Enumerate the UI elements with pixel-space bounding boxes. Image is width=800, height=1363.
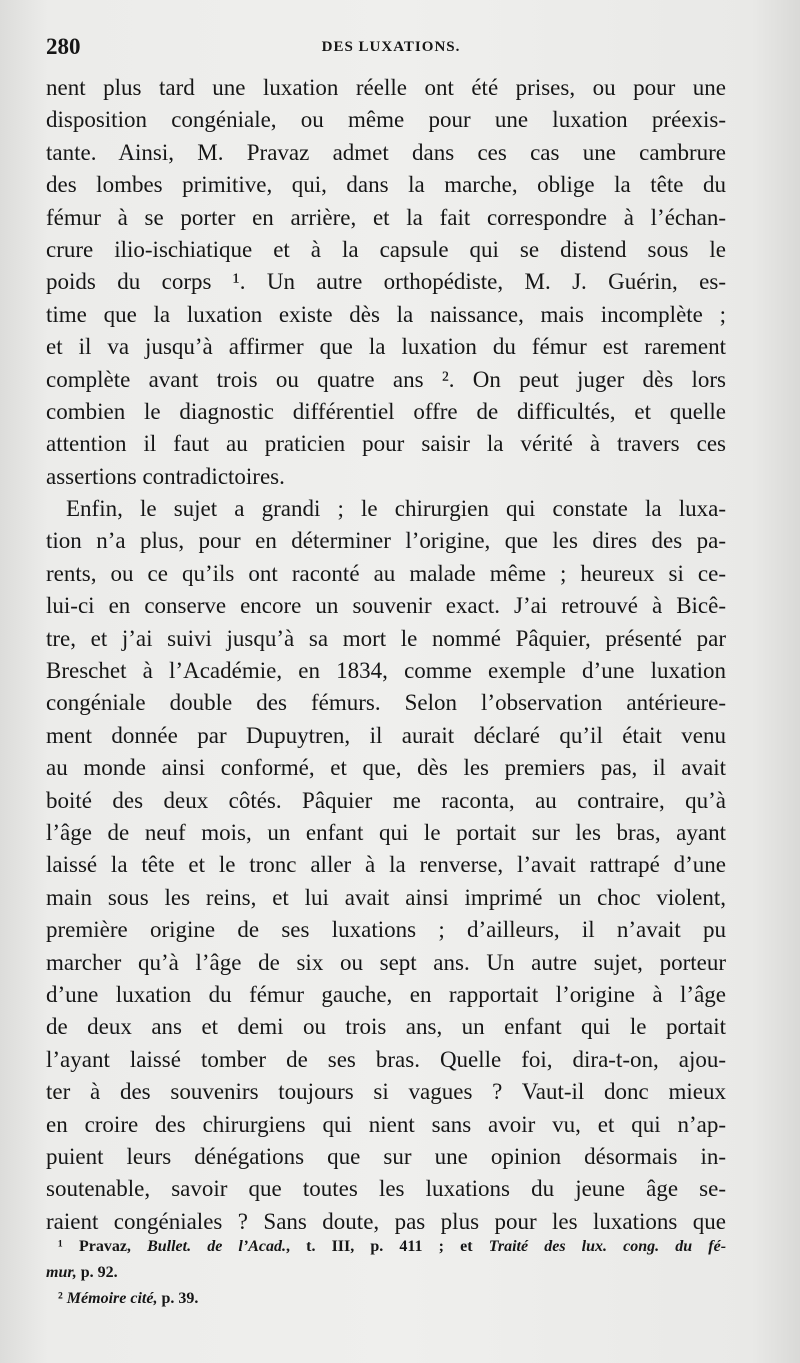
text-line: congéniale double des fémurs. Selon l’observation antérieure- <box>46 690 726 716</box>
footnote-1 <box>46 1234 726 1260</box>
text-line: time que la luxation existe dès la naissance, mais incomplète ; <box>46 301 726 327</box>
text-line: des lombes primitive, qui, dans la marche, oblige la tête du <box>46 172 726 198</box>
text-line: en croire des chirurgiens qui nient sans avoir vu, et qui n’ap- <box>46 1111 726 1137</box>
text-line: l’ayant laissé tomber de ses bras. Quelle foi, dira-t-on, ajou- <box>46 1046 726 1072</box>
text-line: d’une luxation du fémur gauche, en rapportait l’origine à l’âge <box>46 981 726 1007</box>
text-line: l’âge de neuf mois, un enfant qui le portait sur les bras, ayant <box>46 819 726 845</box>
text-line: ment donnée par Dupuytren, il aurait déclaré qu’il était venu <box>46 722 726 748</box>
text-line: au monde ainsi conformé, et que, dès les premiers pas, il avait <box>46 755 726 781</box>
footnote-2-ref: p. 39. <box>161 1290 199 1307</box>
text-line: raient congéniales ? Sans doute, pas plus pour les luxations que <box>46 1208 726 1234</box>
footnote-2-work: Mémoire cité, <box>66 1290 158 1307</box>
text-line: première origine de ses luxations ; d’ailleurs, il n’avait pu <box>46 917 726 943</box>
footnote-1-work-1: Bullet. de l’Acad. <box>147 1238 286 1255</box>
text-line: marcher qu’à l’âge de six ou sept ans. Un autre sujet, porteur <box>46 949 726 975</box>
footnotes <box>46 1234 726 1312</box>
text-line: tante. Ainsi, M. Pravaz admet dans ces cas une cambrure <box>46 139 726 165</box>
footnote-1-continued <box>46 1260 726 1286</box>
text-line: ter à des souvenirs toujours si vagues ? Vaut-il donc mieux <box>46 1079 726 1105</box>
body-text <box>46 72 726 1238</box>
footnote-1-work-2: Traité des lux. cong. du fé- <box>488 1238 727 1255</box>
footnote-1-author: Pravaz, <box>78 1238 131 1255</box>
text-line: nent plus tard une luxation réelle ont été prises, ou pour une <box>46 75 726 100</box>
page-header <box>46 34 736 60</box>
text-line: combien le diagnostic différentiel offre de difficultés, et quelle <box>46 398 726 424</box>
page-number: 280 <box>46 34 81 59</box>
text-line: complète avant trois ou quatre ans ². On peut juger dès lors <box>46 366 726 392</box>
footnote-1-ref-2: p. 92. <box>80 1264 118 1281</box>
text-line: poids du corps ¹. Un autre orthopédiste, M. J. Guérin, es- <box>46 269 726 295</box>
text-line: tre, et j’ai suivi jusqu’à sa mort le nommé Pâquier, présenté par <box>46 625 726 651</box>
text-line: puient leurs dénégations que sur une opinion désormais in- <box>46 1143 726 1169</box>
text-line: soutenable, savoir que toutes les luxations du jeune âge se- <box>46 1176 726 1202</box>
running-title: DES LUXATIONS. <box>321 39 461 55</box>
footnote-1-ref-1: , t. III, p. 411 ; et <box>285 1238 473 1255</box>
text-line: main sous les reins, et lui avait ainsi imprimé un choc violent, <box>46 884 726 910</box>
paragraph-last-line: assertions contradictoires. <box>46 463 285 489</box>
footnote-1-marker: ¹ <box>58 1238 63 1255</box>
text-line: lui-ci en conserve encore un souvenir exact. J’ai retrouvé à Bicê- <box>46 593 726 619</box>
text-line: tion n’a plus, pour en déterminer l’origine, que les dires des pa- <box>46 528 726 554</box>
paragraph-first-line: Enfin, le sujet a grandi ; le chirurgien qui constate la luxa- <box>66 496 726 522</box>
text-line: boité des deux côtés. Pâquier me raconta, au contraire, qu’à <box>46 787 726 813</box>
text-line: disposition congéniale, ou même pour une luxation préexis- <box>46 107 726 133</box>
footnote-1-work-2-cont: mur, <box>46 1264 77 1281</box>
footnote-2-marker: ² <box>58 1290 63 1307</box>
footnote-2 <box>46 1286 726 1312</box>
text-line: et il va jusqu’à affirmer que la luxation du fémur est rarement <box>46 334 726 360</box>
text-line: de deux ans et demi ou trois ans, un enfant qui le portait <box>46 1014 726 1040</box>
text-line: laissé la tête et le tronc aller à la renverse, l’avait rattrapé d’une <box>46 852 726 878</box>
text-line: crure ilio-ischiatique et à la capsule qui se distend sous le <box>46 236 726 262</box>
text-line: rents, ou ce qu’ils ont raconté au malade même ; heureux si ce- <box>46 560 726 586</box>
text-line: attention il faut au praticien pour saisir la vérité à travers ces <box>46 431 726 457</box>
text-line: fémur à se porter en arrière, et la fait correspondre à l’échan- <box>46 204 726 230</box>
text-line: Breschet à l’Académie, en 1834, comme exemple d’une luxation <box>46 658 726 684</box>
